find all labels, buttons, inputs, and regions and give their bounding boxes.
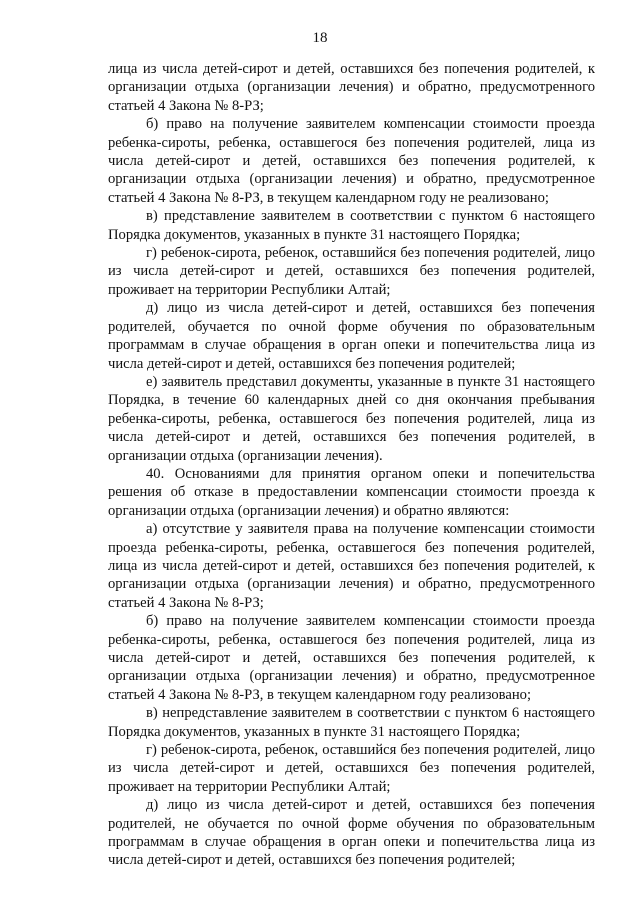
paragraph-item-e: е) заявитель представил документы, указанные в пункте 31 настоящего Порядка, в течение 60 календарных дней со дня окончания пребывания ребенка-сироты, ребенка, оставшегося без попечения родителей, лица из числа детей-сирот и детей, оставшихся без попечения родителей, в организации отдыха (организации лечения). [108,373,595,464]
paragraph-item-b: б) право на получение заявителем компенсации стоимости проезда ребенка-сироты, ребенка, оставшегося без попечения родителей, лица из числа детей-сирот и детей, оставшихся без попечения родителей, к организации отдыха (организации лечения) и обратно, предусмотренное статьей 4 Закона № 8-РЗ, в текущем календарном году не реализовано; [108,116,595,206]
page-number: 18 [312,30,328,46]
paragraph-refusal-item-v: в) непредставление заявителем в соответствии с пунктом 6 настоящего Порядка документов, указанных в пункте 31 настоящего Порядка; [108,705,595,740]
paragraph-item-v: в) представление заявителем в соответствии с пунктом 6 настоящего Порядка документов, указанных в пункте 31 настоящего Порядка; [108,208,595,243]
paragraph-refusal-item-g: г) ребенок-сирота, ребенок, оставшийся без попечения родителей, лицо из числа детей-сирот и детей, оставшихся без попечения родителей, проживает на территории Республики Алтай; [108,742,595,795]
document-body [108,60,595,870]
paragraph-continuation: лица из числа детей-сирот и детей, оставшихся без попечения родителей, к организации отдыха (организации лечения) и обратно, предусмотренного статьей 4 Закона № 8-РЗ; [108,61,595,114]
paragraph-item-g: г) ребенок-сирота, ребенок, оставшийся без попечения родителей, лицо из числа детей-сирот и детей, оставшихся без попечения родителей, проживает на территории Республики Алтай; [108,245,595,298]
paragraph-section-40: 40. Основаниями для принятия органом опеки и попечительства решения об отказе в предоставлении компенсации стоимости проезда к организации отдыха (организации лечения) и обратно являются: [108,465,595,519]
paragraph-refusal-item-a: а) отсутствие у заявителя права на получение компенсации стоимости проезда ребенка-сироты, ребенка, оставшегося без попечения родителей, лица из числа детей-сирот и детей, оставшихся без попечения родителей, к организации отдыха (организации лечения) и обратно, предусмотренного статьей 4 Закона № 8-РЗ; [108,521,595,611]
paragraph-refusal-item-d: д) лицо из числа детей-сирот и детей, оставшихся без попечения родителей, не обучается по очной форме обучения по образовательным программам в случае обращения в орган опеки и попечительства лица из числа детей-сирот и детей, оставшихся без попечения родителей; [108,797,595,869]
paragraph-refusal-item-b: б) право на получение заявителем компенсации стоимости проезда ребенка-сироты, ребенка, оставшегося без попечения родителей, лица из числа детей-сирот и детей, оставшихся без попечения родителей, к организации отдыха (организации лечения) и обратно, предусмотренное статьей 4 Закона № 8-РЗ, в текущем календарном году реализовано; [108,613,595,703]
paragraph-item-d: д) лицо из числа детей-сирот и детей, оставшихся без попечения родителей, обучается по очной форме обучения по образовательным программам в случае обращения в орган опеки и попечительства лица из числа детей-сирот и детей, оставшихся без попечения родителей; [108,300,595,372]
